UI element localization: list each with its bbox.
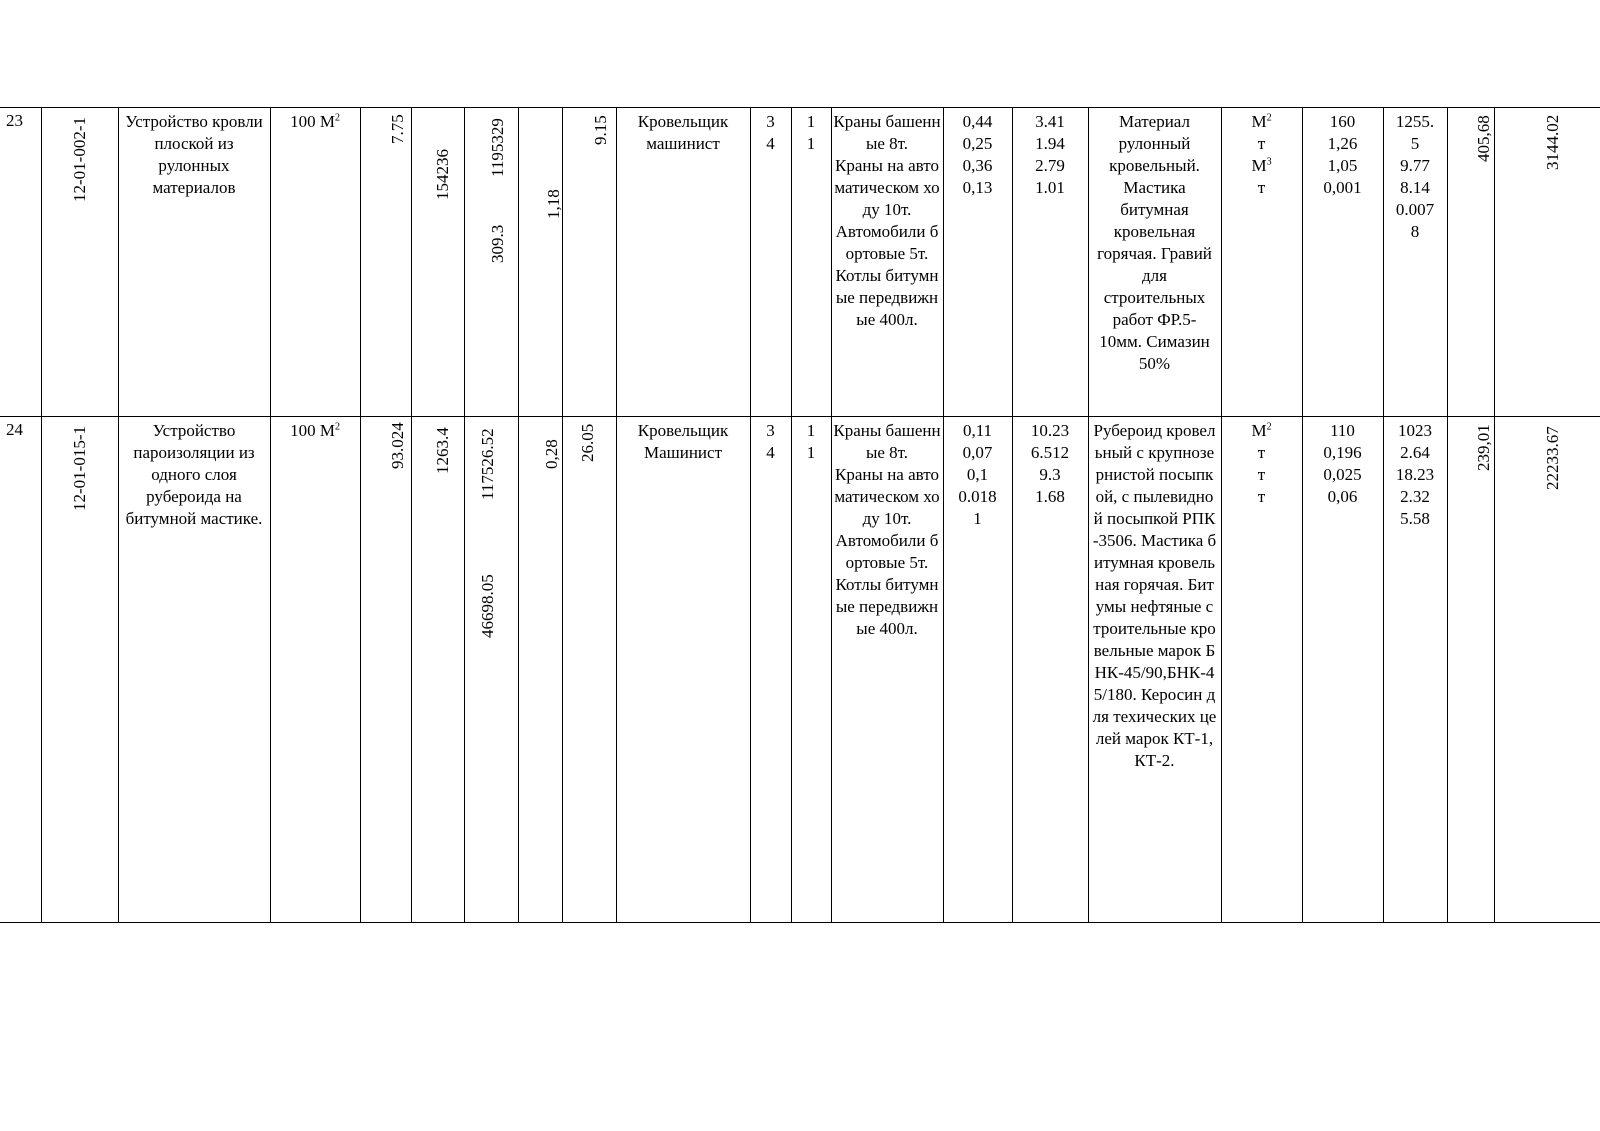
worker-grade: 3 4	[766, 112, 775, 153]
value-col-3-bottom: 309.3	[488, 224, 507, 263]
row-border-middle	[0, 416, 1600, 417]
column-border	[464, 107, 465, 922]
unit-of-measure: 100 $М^2$	[290, 112, 340, 131]
value-col-6: 239,01	[1474, 424, 1493, 471]
row-number: 24	[6, 420, 23, 439]
value-col-1: 7.75	[388, 114, 407, 144]
workers: Кровельщик машинист	[637, 112, 729, 153]
materials: Рубероид кровельный с крупнозернистой посыпкой, с пылевидной посыпкой РПК-3506. Мастика битумная кровельная горячая. Битумы нефтяные строительные кровельные марок БНК-45/90,БНК-45/180. Керосин для техических целей марок КТ-1, КТ-2.	[1092, 421, 1217, 770]
worker-count: 1 1	[806, 421, 816, 462]
worker-count: 1 1	[806, 112, 816, 153]
machines: Краны башенные 8т. Краны на автоматическом ходу 10т. Автомобили бортовые 5т. Котлы битумные передвижные 400л.	[833, 112, 941, 329]
column-border	[1494, 107, 1495, 922]
column-border	[562, 107, 563, 922]
value-col-3-top: 1195329	[488, 118, 507, 177]
machine-norms: 0,11 0,07 0,1 0.018 1	[958, 421, 997, 528]
rate-code: 12-01-015-1	[70, 426, 89, 511]
value-col-2: 1263.4	[433, 427, 452, 474]
column-border	[1302, 107, 1303, 922]
material-units: $М^2$ т $М^3$ т	[1251, 112, 1272, 197]
work-name: Устройство кровли плоской из рулонных материалов	[125, 112, 263, 197]
unit-of-measure: 100 $М^2$	[290, 421, 340, 440]
column-border	[1447, 107, 1448, 922]
value-col-6: 405,68	[1474, 115, 1493, 162]
column-border	[41, 107, 42, 922]
column-border	[750, 107, 751, 922]
work-name: Устройство пароизоляции из одного слоя рубероида на битумной мастике.	[125, 421, 263, 528]
row-number: 23	[6, 111, 23, 130]
value-col-7: 3144.02	[1543, 114, 1562, 170]
column-border	[1221, 107, 1222, 922]
worker-grade: 3 4	[766, 421, 775, 462]
column-border	[411, 107, 412, 922]
column-border	[831, 107, 832, 922]
value-col-4: 1,18	[544, 189, 563, 219]
workers: Кровельщик Машинист	[637, 421, 729, 462]
value-col-5: 26.05	[578, 423, 597, 462]
material-norms: 110 0,196 0,025 0,06	[1323, 421, 1362, 506]
column-border	[616, 107, 617, 922]
value-col-5: 9.15	[591, 115, 610, 145]
column-border	[360, 107, 361, 922]
column-border	[270, 107, 271, 922]
column-border	[791, 107, 792, 922]
column-border	[1012, 107, 1013, 922]
value-col-7: 22233.67	[1543, 426, 1562, 490]
row-border-top	[0, 107, 1600, 108]
material-norms: 160 1,26 1,05 0,001	[1323, 112, 1362, 197]
machine-totals: 10.23 6.512 9.3 1.68	[1030, 421, 1070, 506]
machines: Краны башенные 8т. Краны на автоматическом ходу 10т. Автомобили бортовые 5т. Котлы битумные передвижные 400л.	[833, 421, 941, 638]
value-col-3-bottom: 46698.05	[478, 574, 497, 638]
column-border	[518, 107, 519, 922]
rate-code: 12-01-002-1	[70, 117, 89, 202]
value-col-3-top: 117526.52	[478, 428, 497, 500]
material-units: $М^2$ т т т	[1251, 421, 1272, 506]
value-col-4: 0,28	[542, 439, 561, 469]
material-totals: 1255. 5 9.77 8.14 0.007 8	[1395, 112, 1435, 241]
column-border	[118, 107, 119, 922]
machine-norms: 0,44 0,25 0,36 0,13	[962, 112, 993, 197]
column-border	[1088, 107, 1089, 922]
machine-totals: 3.41 1.94 2.79 1.01	[1035, 112, 1065, 197]
value-col-2: 154236	[433, 149, 452, 200]
value-col-1: 93.024	[388, 422, 407, 469]
material-totals: 1023 2.64 18.23 2.32 5.58	[1395, 421, 1435, 528]
materials: Материал рулонный кровельный. Мастика битумная кровельная горячая. Гравий для строительных работ ФР.5-10мм. Симазин 50%	[1097, 112, 1212, 373]
row-border-bottom	[0, 922, 1600, 923]
